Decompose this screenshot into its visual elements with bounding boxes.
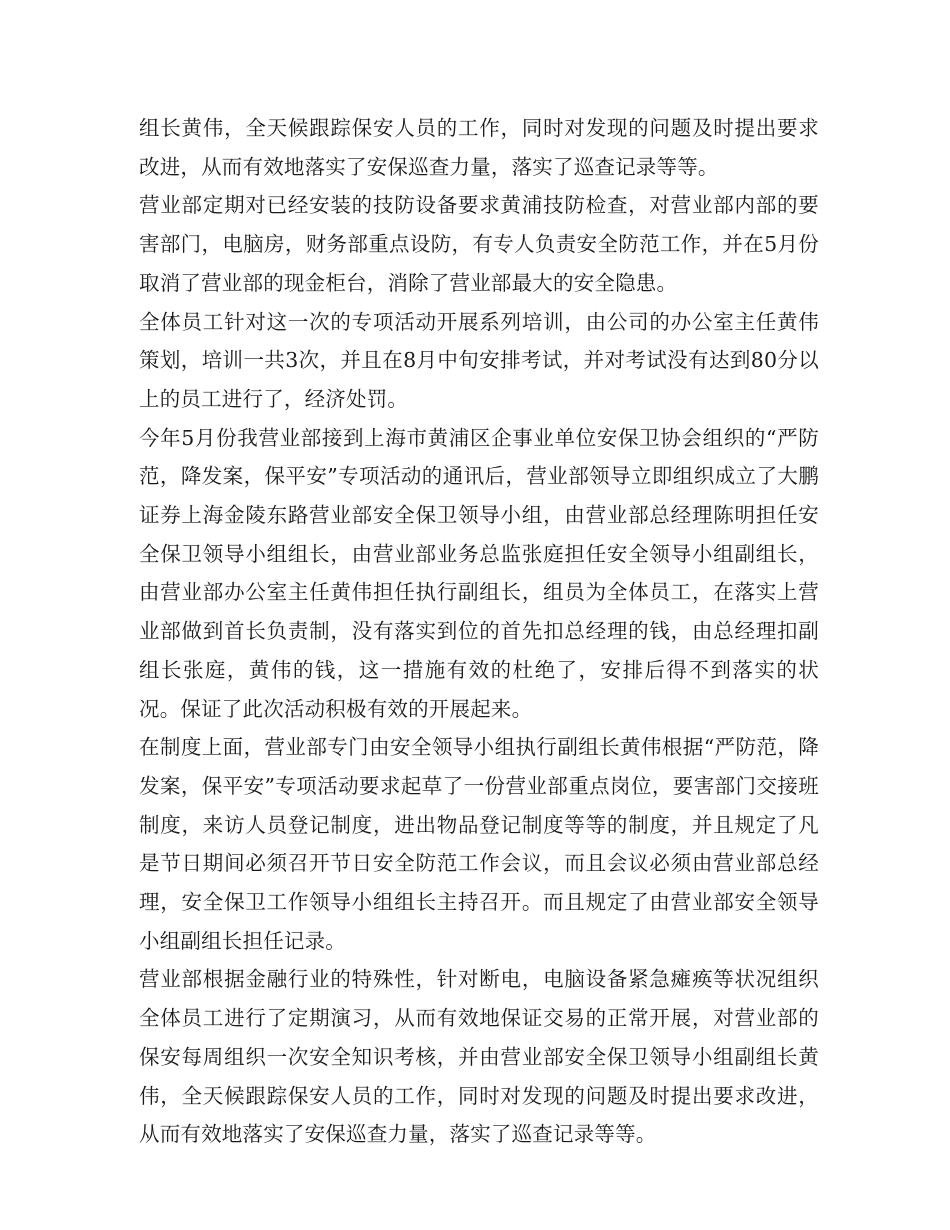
paragraph: 在制度上面，营业部专门由安全领导小组执行副组长黄伟根据“严防范，降发案，保平安”专项活动要求起草了一份营业部重点岗位，要害部门交接班制度，来访人员登记制度，进出物品登记制度等等的制度，并且规定了凡是节日期间必须召开节日安全防范工作会议，而且会议必须由营业部总经理，安全保卫工作领导小组组长主持召开。而且规定了由营业部安全领导小组副组长担任记录。 <box>139 735 819 953</box>
paragraph: 今年5月份我营业部接到上海市黄浦区企事业单位安保卫协会组织的“严防范，降发案，保平安”专项活动的通讯后，营业部领导立即组织成立了大鹏证券上海金陵东路营业部安全保卫领导小组，由营业部总经理陈明担任安全保卫领导小组组长，由营业部业务总监张庭担任安全领导小组副组长，由营业部办公室主任黄伟担任执行副组长，组员为全体员工，在落实上营业部做到首长负责制，没有落实到位的首先扣总经理的钱，由总经理扣副组长张庭，黄伟的钱，这一措施有效的杜绝了，安排后得不到落实的状况。保证了此次活动积极有效的开展起来。 <box>139 425 819 721</box>
paragraph: 全体员工针对这一次的专项活动开展系列培训，由公司的办公室主任黄伟策划，培训一共3次，并且在8月中旬安排考试，并对考试没有达到80分以上的员工进行了，经济处罚。 <box>139 309 819 411</box>
document-body <box>139 109 819 1154</box>
paragraph: 组长黄伟，全天候跟踪保安人员的工作，同时对发现的问题及时提出要求改进，从而有效地落实了安保巡查力量，落实了巡查记录等等。 <box>139 116 819 179</box>
paragraph: 营业部定期对已经安装的技防设备要求黄浦技防检查，对营业部内部的要害部门，电脑房，财务部重点设防，有专人负责安全防范工作，并在5月份取消了营业部的现金柜台，消除了营业部最大的安全隐患。 <box>139 193 819 295</box>
paragraph: 营业部根据金融行业的特殊性，针对断电，电脑设备紧急瘫痪等状况组织全体员工进行了定期演习，从而有效地保证交易的正常开展，对营业部的保安每周组织一次安全知识考核，并由营业部安全保卫领导小组副组长黄伟，全天候跟踪保安人员的工作，同时对发现的问题及时提出要求改进，从而有效地落实了安保巡查力量，落实了巡查记录等等。 <box>139 967 819 1147</box>
